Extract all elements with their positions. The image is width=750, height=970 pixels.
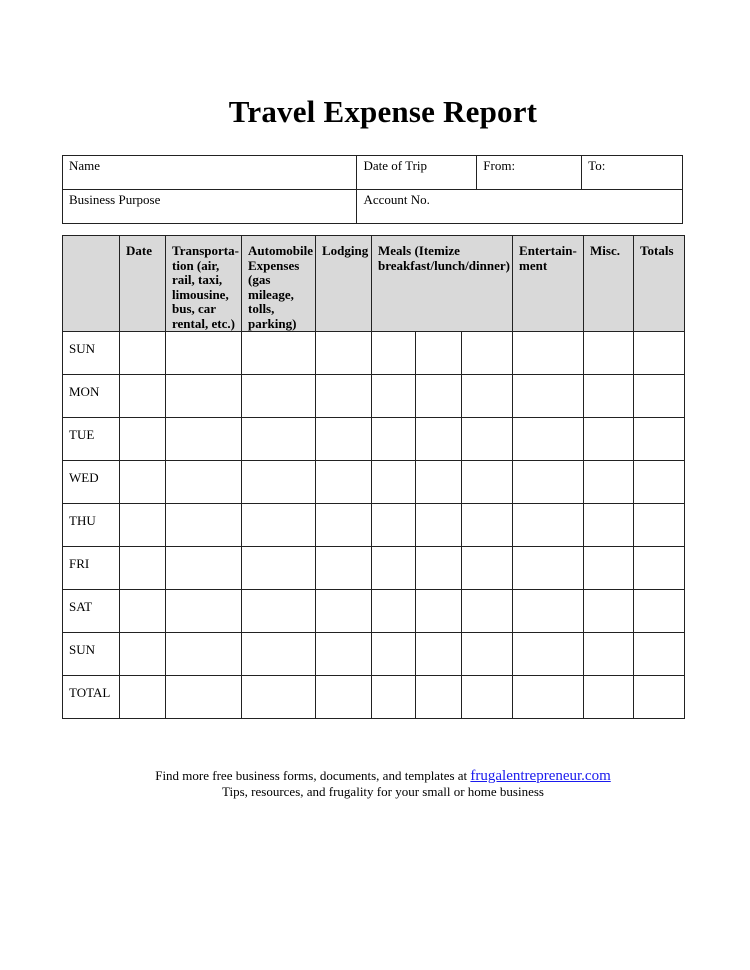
date-cell[interactable] — [120, 418, 166, 461]
expense-rows — [63, 332, 685, 719]
business-purpose-field[interactable]: Business Purpose — [63, 190, 357, 224]
meals-dinner-cell[interactable] — [462, 633, 513, 676]
entertainment-cell[interactable] — [513, 633, 584, 676]
meals-dinner-cell[interactable] — [462, 590, 513, 633]
lodging-cell[interactable] — [316, 461, 372, 504]
date-cell[interactable] — [120, 375, 166, 418]
row-label: SUN — [63, 633, 120, 676]
trip-info-table — [62, 155, 683, 224]
meals-breakfast-cell[interactable] — [372, 590, 416, 633]
name-field[interactable]: Name — [63, 156, 357, 190]
footer-link[interactable]: frugalentrepreneur.com — [470, 768, 611, 784]
entertainment-cell[interactable] — [513, 418, 584, 461]
totals-cell[interactable] — [634, 375, 685, 418]
misc-cell[interactable] — [584, 676, 634, 719]
table-row — [63, 504, 685, 547]
expense-table — [62, 235, 685, 719]
automobile-cell[interactable] — [242, 547, 316, 590]
meals-breakfast-cell[interactable] — [372, 461, 416, 504]
misc-cell[interactable] — [584, 504, 634, 547]
row-label: THU — [63, 504, 120, 547]
date-cell[interactable] — [120, 461, 166, 504]
header-meals — [372, 236, 513, 332]
header-totals: Totals — [634, 236, 685, 332]
totals-cell[interactable] — [634, 547, 685, 590]
meals-lunch-cell[interactable] — [416, 676, 462, 719]
table-row — [63, 375, 685, 418]
entertainment-cell[interactable] — [513, 375, 584, 418]
header-entertainment-label: Entertain-ment — [519, 243, 577, 273]
automobile-cell[interactable] — [242, 418, 316, 461]
meals-breakfast-cell[interactable] — [372, 375, 416, 418]
meals-lunch-cell[interactable] — [416, 633, 462, 676]
totals-cell[interactable] — [634, 504, 685, 547]
date-cell[interactable] — [120, 547, 166, 590]
automobile-cell[interactable] — [242, 332, 316, 375]
footer — [0, 768, 750, 800]
meals-breakfast-cell[interactable] — [372, 547, 416, 590]
table-row — [63, 676, 685, 719]
entertainment-cell[interactable] — [513, 332, 584, 375]
misc-cell[interactable] — [584, 633, 634, 676]
date-cell[interactable] — [120, 332, 166, 375]
table-row — [63, 418, 685, 461]
entertainment-cell[interactable] — [513, 676, 584, 719]
transportation-cell[interactable] — [166, 547, 242, 590]
meals-breakfast-cell[interactable] — [372, 676, 416, 719]
header-transportation — [166, 236, 242, 332]
row-label: FRI — [63, 547, 120, 590]
transportation-cell[interactable] — [166, 676, 242, 719]
transportation-cell[interactable] — [166, 418, 242, 461]
meals-lunch-cell[interactable] — [416, 504, 462, 547]
totals-cell[interactable] — [634, 332, 685, 375]
totals-cell[interactable] — [634, 676, 685, 719]
meals-breakfast-cell[interactable] — [372, 418, 416, 461]
footer-line-1 — [0, 768, 750, 784]
meals-lunch-cell[interactable] — [416, 547, 462, 590]
meals-dinner-cell[interactable] — [462, 461, 513, 504]
lodging-cell[interactable] — [316, 547, 372, 590]
header-transportation-label: Transporta-tion (air, rail, taxi, limousine, bus, car rental, etc.) — [172, 243, 239, 331]
transportation-cell[interactable] — [166, 375, 242, 418]
row-label: TUE — [63, 418, 120, 461]
row-label: MON — [63, 375, 120, 418]
totals-cell[interactable] — [634, 461, 685, 504]
meals-dinner-cell[interactable] — [462, 332, 513, 375]
page-title: Travel Expense Report — [228, 94, 538, 129]
automobile-cell[interactable] — [242, 590, 316, 633]
lodging-cell[interactable] — [316, 676, 372, 719]
totals-cell[interactable] — [634, 633, 685, 676]
header-entertainment — [513, 236, 584, 332]
transportation-cell[interactable] — [166, 590, 242, 633]
lodging-cell[interactable] — [316, 418, 372, 461]
misc-cell[interactable] — [584, 375, 634, 418]
entertainment-cell[interactable] — [513, 461, 584, 504]
header-automobile — [242, 236, 316, 332]
lodging-cell[interactable] — [316, 375, 372, 418]
header-misc: Misc. — [584, 236, 634, 332]
header-lodging: Lodging — [316, 236, 372, 332]
totals-cell[interactable] — [634, 590, 685, 633]
table-row — [63, 547, 685, 590]
lodging-cell[interactable] — [316, 590, 372, 633]
misc-cell[interactable] — [584, 547, 634, 590]
header-meals-label: Meals (Itemize breakfast/lunch/dinner) — [378, 243, 510, 273]
misc-cell[interactable] — [584, 590, 634, 633]
date-cell[interactable] — [120, 676, 166, 719]
date-cell[interactable] — [120, 590, 166, 633]
automobile-cell[interactable] — [242, 633, 316, 676]
totals-cell[interactable] — [634, 418, 685, 461]
transportation-cell[interactable] — [166, 504, 242, 547]
transportation-cell[interactable] — [166, 461, 242, 504]
from-field[interactable]: From: — [477, 156, 582, 190]
meals-dinner-cell[interactable] — [462, 547, 513, 590]
table-row — [63, 633, 685, 676]
meals-dinner-cell[interactable] — [462, 418, 513, 461]
meals-lunch-cell[interactable] — [416, 375, 462, 418]
meals-dinner-cell[interactable] — [462, 504, 513, 547]
transportation-cell[interactable] — [166, 633, 242, 676]
table-row — [63, 590, 685, 633]
table-row — [63, 461, 685, 504]
footer-line-2: Tips, resources, and frugality for your small or home business — [222, 784, 544, 799]
footer-text: Find more free business forms, documents, and templates at — [155, 768, 468, 783]
misc-cell[interactable] — [584, 461, 634, 504]
date-cell[interactable] — [120, 504, 166, 547]
meals-dinner-cell[interactable] — [462, 676, 513, 719]
header-automobile-label: Automobile Expenses (gas mileage, tolls, parking) — [248, 243, 313, 331]
row-label: TOTAL — [63, 676, 120, 719]
meals-breakfast-cell[interactable] — [372, 633, 416, 676]
meals-breakfast-cell[interactable] — [372, 504, 416, 547]
lodging-cell[interactable] — [316, 332, 372, 375]
row-label: SUN — [63, 332, 120, 375]
meals-lunch-cell[interactable] — [416, 461, 462, 504]
meals-dinner-cell[interactable] — [462, 375, 513, 418]
misc-cell[interactable] — [584, 418, 634, 461]
meals-lunch-cell[interactable] — [416, 418, 462, 461]
header-blank — [63, 236, 120, 332]
entertainment-cell[interactable] — [513, 547, 584, 590]
transportation-cell[interactable] — [166, 332, 242, 375]
meals-lunch-cell[interactable] — [416, 332, 462, 375]
row-label: WED — [63, 461, 120, 504]
account-no-field[interactable]: Account No. — [357, 190, 683, 224]
lodging-cell[interactable] — [316, 504, 372, 547]
to-field[interactable]: To: — [582, 156, 683, 190]
entertainment-cell[interactable] — [513, 504, 584, 547]
date-of-trip-field[interactable]: Date of Trip — [357, 156, 477, 190]
lodging-cell[interactable] — [316, 633, 372, 676]
header-date: Date — [120, 236, 166, 332]
meals-lunch-cell[interactable] — [416, 590, 462, 633]
row-label: SAT — [63, 590, 120, 633]
misc-cell[interactable] — [584, 332, 634, 375]
date-cell[interactable] — [120, 633, 166, 676]
automobile-cell[interactable] — [242, 504, 316, 547]
automobile-cell[interactable] — [242, 676, 316, 719]
entertainment-cell[interactable] — [513, 590, 584, 633]
table-row — [63, 332, 685, 375]
meals-breakfast-cell[interactable] — [372, 332, 416, 375]
automobile-cell[interactable] — [242, 375, 316, 418]
automobile-cell[interactable] — [242, 461, 316, 504]
